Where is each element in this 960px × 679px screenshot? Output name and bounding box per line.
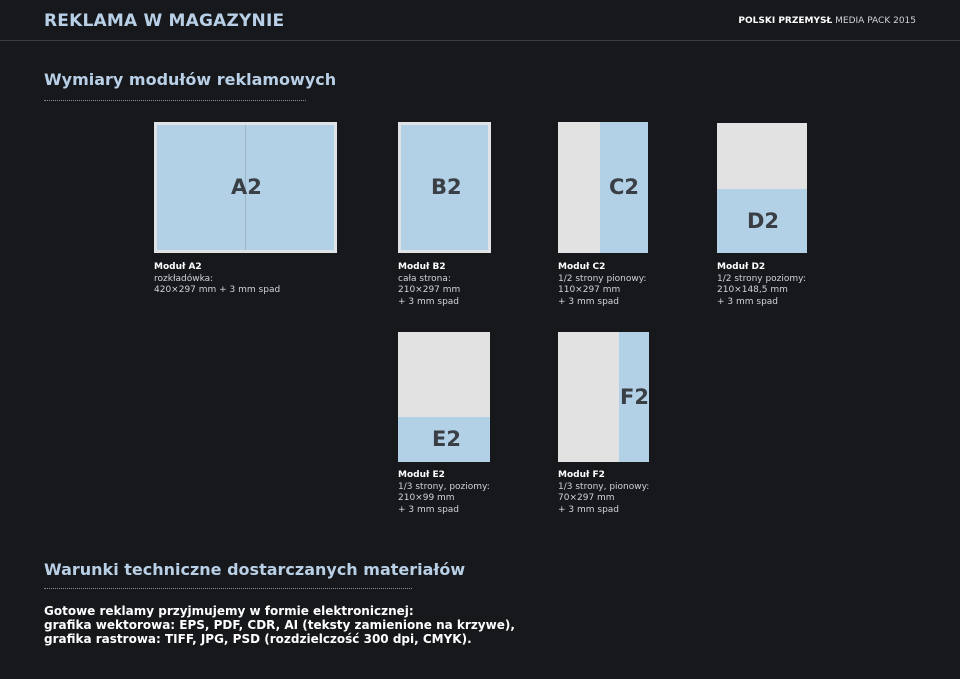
section-divider — [44, 100, 306, 101]
media-pack-label — [738, 16, 916, 26]
section-title-technical: Warunki techniczne dostarczanych materiałów — [44, 560, 466, 579]
module-d2-description: Moduł D2 1/2 strony poziomy: 210×148,5 mm + 3 mm spad — [717, 262, 806, 307]
module-c2-description: Moduł C2 1/2 strony pionowy: 110×297 mm + 3 mm spad — [558, 262, 647, 307]
module-f2-description: Moduł F2 1/3 strony, pionowy: 70×297 mm + 3 mm spad — [558, 470, 650, 515]
module-code: E2 — [432, 427, 461, 451]
header-divider — [0, 40, 960, 41]
module-code: A2 — [231, 175, 262, 199]
section-title-dimensions: Wymiary modułów reklamowych — [44, 70, 337, 89]
media-pack-year: MEDIA PACK 2015 — [835, 16, 916, 26]
brand-name: POLSKI PRZEMYSŁ — [738, 16, 833, 26]
page-header-title: REKLAMA W MAGAZYNIE — [44, 11, 285, 31]
module-code: C2 — [609, 175, 640, 199]
module-a2-description: Moduł A2 rozkładówka: 420×297 mm + 3 mm spad — [154, 262, 281, 295]
section-divider — [44, 588, 412, 589]
technical-requirements-text: Gotowe reklamy przyjmujemy w formie elektronicznej: grafika wektorowa: EPS, PDF, CDR, AI (teksty zamienione na krzywe), grafika rastrowa: TIFF, JPG, PSD (rozdzielczość 300 dpi, CMYK). — [44, 604, 515, 646]
module-b2-description: Moduł B2 cała strona: 210×297 mm + 3 mm spad — [398, 262, 461, 307]
module-code: D2 — [747, 209, 780, 233]
module-code: F2 — [620, 385, 649, 409]
module-e2-description: Moduł E2 1/3 strony, poziomy: 210×99 mm + 3 mm spad — [398, 470, 490, 515]
module-code: B2 — [431, 175, 462, 199]
